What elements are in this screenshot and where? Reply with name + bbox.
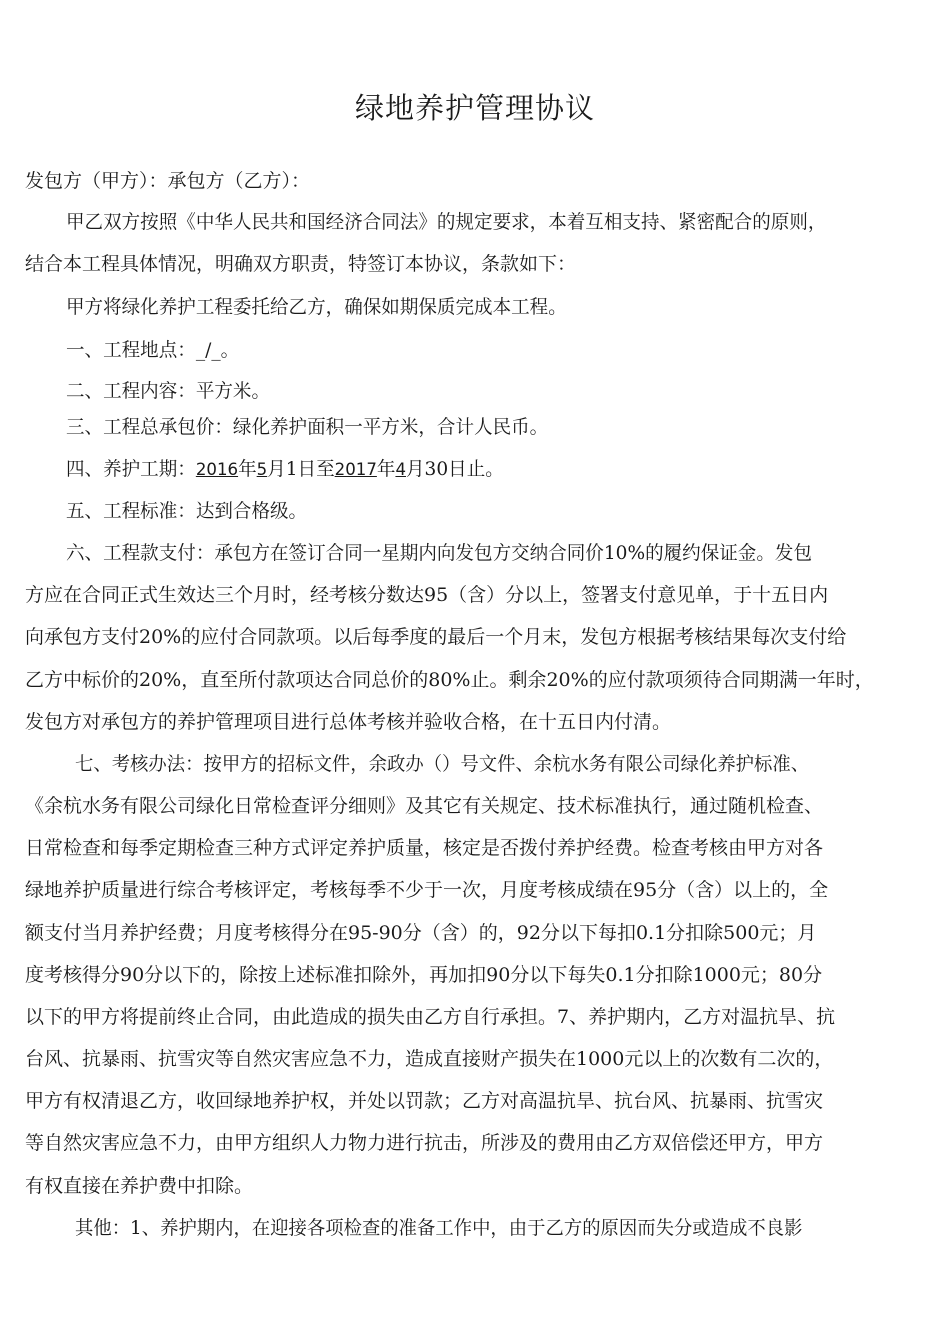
clause-7-line-4: 绿地养护质量进行综合考核评定，考核每季不少于一次，月度考核成绩在95分（含）以上的，全 xyxy=(25,879,829,901)
clause-3-price: 三、工程总承包价：绿化养护面积一平方米，合计人民币。 xyxy=(66,416,549,438)
start-year: 2016 xyxy=(195,460,239,480)
clause-2-content: 二、工程内容：平方米。 xyxy=(66,380,271,402)
clause-7-line-6: 度考核得分90分以下的，除按上述标准扣除外，再加扣90分以下每失0.1分扣除1000元；80分 xyxy=(25,964,823,986)
clause-6-line-5: 发包方对承包方的养护管理项目进行总体考核并验收合格，在十五日内付清。 xyxy=(25,711,672,733)
start-month: 5 xyxy=(256,460,268,480)
clause-6-line-4: 乙方中标价的20%，直至所付款项达合同总价的80%止。剩余20%的应付款项须待合同期满一年时， xyxy=(25,669,874,691)
start-rest: 月1日至 xyxy=(267,458,335,480)
year-char-2: 年 xyxy=(376,458,396,480)
clause-7-line-3: 日常检查和每季定期检查三种方式评定养护质量，核定是否拨付养护经费。检查考核由甲方对各 xyxy=(25,837,824,859)
clause-7-line-10: 等自然灾害应急不力，由甲方组织人力物力进行抗击，所涉及的费用由乙方双倍偿还甲方，甲方 xyxy=(25,1132,824,1154)
clause-7-line-2: 《余杭水务有限公司绿化日常检查评分细则》及其它有关规定、技术标准执行，通过随机检查、 xyxy=(25,795,824,817)
parties-line: 发包方（甲方）：承包方（乙方）： xyxy=(25,170,311,192)
end-rest: 月30日止。 xyxy=(406,458,504,480)
intro-line-2: 结合本工程具体情况，明确双方职责，特签订本协议，条款如下： xyxy=(25,253,577,275)
clause-7-line-11: 有权直接在养护费中扣除。 xyxy=(25,1175,254,1197)
clause-6-line-3: 向承包方支付20%的应付合同款项。以后每季度的最后一个月末，发包方根据考核结果每次支付给 xyxy=(25,626,847,648)
clause-4-period xyxy=(66,454,925,485)
end-year: 2017 xyxy=(334,460,377,480)
clause-1-location: 一、工程地点：_/_。 xyxy=(66,339,240,361)
end-month: 4 xyxy=(395,460,407,480)
clause-6-line-1: 六、工程款支付：承包方在签订合同一星期内向发包方交纳合同价10%的履约保证金。发包 xyxy=(66,542,812,564)
year-char-1: 年 xyxy=(238,458,257,480)
clause-6-line-2: 方应在合同正式生效达三个月时，经考核分数达95（含）分以上，签署支付意见单，于十五日内 xyxy=(25,584,829,606)
clause-7-line-1: 七、考核办法：按甲方的招标文件，余政办（）号文件、余杭水务有限公司绿化养护标准、 xyxy=(75,753,810,775)
intro-line-1: 甲乙双方按照《中华人民共和国经济合同法》的规定要求，本着互相支持、紧密配合的原则， xyxy=(66,211,827,233)
page-title: 绿地养护管理协议 xyxy=(354,91,595,125)
clause-5-standard: 五、工程标准：达到合格级。 xyxy=(66,500,308,522)
clause-7-line-8: 台风、抗暴雨、抗雪灾等自然灾害应急不力，造成直接财产损失在1000元以上的次数有二次的， xyxy=(25,1048,834,1070)
other-clause-line: 其他：1、养护期内，在迎接各项检查的准备工作中，由于乙方的原因而失分或造成不良影 xyxy=(75,1217,803,1239)
clause-7-line-9: 甲方有权清退乙方，收回绿地养护权，并处以罚款；乙方对高温抗旱、抗台风、抗暴雨、抗雪灾 xyxy=(25,1090,824,1112)
clause-4-prefix: 四、养护工期： xyxy=(66,458,196,480)
commission-line: 甲方将绿化养护工程委托给乙方，确保如期保质完成本工程。 xyxy=(66,296,567,318)
clause-7-line-7: 以下的甲方将提前终止合同，由此造成的损失由乙方自行承担。7、养护期内，乙方对温抗旱、抗 xyxy=(25,1006,836,1028)
clause-7-line-5: 额支付当月养护经费；月度考核得分在95-90分（含）的，92分以下每扣0.1分扣除500元；月 xyxy=(25,922,817,944)
